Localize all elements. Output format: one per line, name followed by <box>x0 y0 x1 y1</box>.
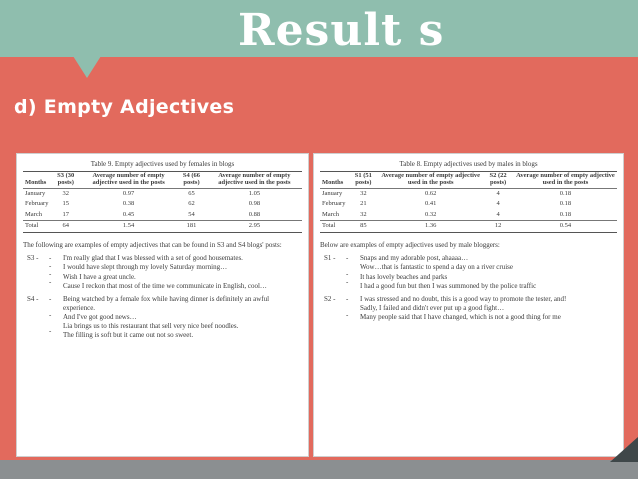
table8-header-avg-s2: Average number of empty adjective used in the posts <box>514 172 617 189</box>
table-cell: 0.18 <box>559 210 572 218</box>
footer-band <box>0 460 638 479</box>
list-item: And I've got good news… <box>63 312 137 321</box>
table-cell: 0.97 <box>122 189 135 197</box>
table9-intro-text: The following are examples of empty adjectives that can be found in S3 and S4 blogs' posts: <box>23 240 282 249</box>
table8-intro-text: Below are examples of empty adjectives used by male bloggers: <box>320 240 500 249</box>
list-item: It has lovely beaches and parks <box>360 272 448 281</box>
table8 <box>320 171 617 233</box>
table-cell: 0.98 <box>248 200 261 208</box>
table9-header-s4: S4 (66 posts) <box>176 172 207 189</box>
table8-header-months: Months <box>320 172 347 189</box>
table-cell: 0.32 <box>425 210 437 218</box>
table-cell: 65 <box>188 189 195 197</box>
table-row-total <box>23 221 302 233</box>
list-item: Being watched by a female fox while having dinner is definitely an awful experience. <box>63 294 270 312</box>
bullet-dash: - - - - <box>49 254 52 287</box>
table9-header-months: Months <box>23 172 50 189</box>
table-cell: 0.18 <box>559 189 572 197</box>
list-item: The filling is soft but it came out not so sweet. <box>63 331 194 340</box>
table-cell: 0.54 <box>514 221 617 233</box>
bullet-dash: - - - <box>346 254 349 287</box>
table-cell: January <box>322 189 343 197</box>
table9 <box>23 171 302 233</box>
s2-examples <box>320 295 617 322</box>
table-row <box>320 199 617 210</box>
table-cell: 0.88 <box>248 210 261 218</box>
table-cell: 1.36 <box>379 221 482 233</box>
table-cell: 2.95 <box>207 221 302 233</box>
slide-title: Result s <box>238 5 445 56</box>
table-cell: 0.62 <box>425 189 437 197</box>
table-cell: 21 <box>360 200 367 208</box>
table-cell: 64 <box>50 221 81 233</box>
s3-examples <box>23 254 302 290</box>
table-cell: February <box>322 200 346 208</box>
list-item: Lia brings us to this restaurant that sell very nice beef noodles. <box>63 322 239 331</box>
table-cell: Total <box>320 221 347 233</box>
table-cell: 17 <box>62 210 69 218</box>
list-item: I was stressed and no doubt, this is a good way to promote the tester, and! <box>360 294 567 303</box>
table-cell: February <box>25 200 49 208</box>
table-row <box>23 188 302 199</box>
table9-panel <box>16 153 309 457</box>
table-cell: 15 <box>62 200 69 208</box>
table-cell: 181 <box>176 221 207 233</box>
table-cell: 32 <box>360 210 367 218</box>
table8-header-s1: S1 (51 posts) <box>347 172 379 189</box>
s4-code: S4 - <box>27 294 39 303</box>
s1-code: S1 - <box>324 254 336 263</box>
table9-caption: Table 9. Empty adjectives used by females in blogs <box>90 160 235 168</box>
table-cell: 0.38 <box>122 200 135 208</box>
list-item: Wow…that is fantastic to spend a day on a river cruise <box>360 263 514 272</box>
table8-panel <box>313 153 624 457</box>
table-cell: 4 <box>496 210 500 218</box>
title-band-pointer <box>73 56 101 78</box>
list-item: Many people said that I have changed, which is not a good thing for me <box>360 312 561 321</box>
table-cell: 1.54 <box>81 221 176 233</box>
s1-examples <box>320 254 617 290</box>
list-item: I would have slept through my lovely Saturday morning… <box>63 263 228 272</box>
table-cell: 4 <box>496 200 500 208</box>
table-cell: January <box>25 189 46 197</box>
corner-fold <box>610 437 638 462</box>
list-item: Cause I reckon that most of the time we communicate in English, cool… <box>63 281 267 290</box>
table8-header-s2: S2 (22 posts) <box>482 172 514 189</box>
table-cell: 54 <box>188 210 195 218</box>
list-item: I had a good fun but then I was summoned by the police traffic <box>360 281 537 290</box>
table-row <box>23 199 302 210</box>
table8-caption: Table 8. Empty adjectives used by males in blogs <box>399 160 538 168</box>
table-cell: 12 <box>482 221 514 233</box>
table-cell: 62 <box>188 200 195 208</box>
bullet-dash: - - <box>346 294 349 319</box>
table-row-total <box>320 221 617 233</box>
list-item: Sadly, I failed and didn't ever put up a good fight… <box>360 303 505 312</box>
table-cell: 0.18 <box>559 200 572 208</box>
table-row <box>23 210 302 221</box>
table9-header-avg-s4: Average number of empty adjective used in the posts <box>207 172 302 189</box>
s3-code: S3 - <box>27 254 39 263</box>
table-cell: 32 <box>62 189 69 197</box>
table-row <box>320 210 617 221</box>
table-cell: Total <box>23 221 50 233</box>
table-cell: 0.45 <box>122 210 135 218</box>
table-cell: 4 <box>496 189 500 197</box>
s4-examples <box>23 295 302 340</box>
table-cell: 85 <box>347 221 379 233</box>
bullet-dash: - - - <box>49 294 52 335</box>
s2-code: S2 - <box>324 294 336 303</box>
table-cell: March <box>25 210 42 218</box>
table9-header-avg-s3: Average number of empty adjective used in the posts <box>81 172 176 189</box>
table-cell: 32 <box>360 189 367 197</box>
list-item: Snaps and my adorable post, ahaaaa… <box>360 254 469 263</box>
table-cell: 0.41 <box>425 200 437 208</box>
table-row <box>320 188 617 199</box>
table9-header-s3: S3 (30 posts) <box>50 172 81 189</box>
table-cell: March <box>322 210 339 218</box>
table-cell: 1.05 <box>248 189 261 197</box>
list-item: I'm really glad that I was blessed with a set of good housemates. <box>63 254 243 263</box>
slide-subtitle: d) Empty Adjectives <box>14 96 235 118</box>
table8-header-avg-s1: Average number of empty adjective used in the posts <box>379 172 482 189</box>
list-item: Wish I have a great uncle. <box>63 272 136 281</box>
